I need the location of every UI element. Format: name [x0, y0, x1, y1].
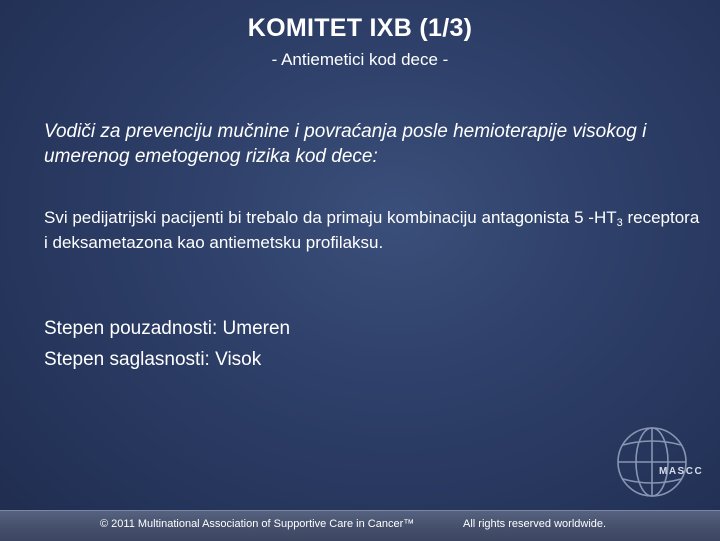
mascc-logo-text: MASCC	[659, 466, 704, 477]
footer-rights: All rights reserved worldwide.	[463, 518, 607, 530]
slide-title: KOMITET IXB (1/3)	[247, 14, 473, 42]
slide-subtitle: - Antiemetici kod dece -	[271, 50, 449, 69]
recommendation-text	[44, 205, 704, 255]
ratings-block	[44, 313, 290, 375]
agreement-rating: Stepen saglasnosti: Visok	[44, 349, 262, 370]
recommendation-part2: receptora i deksametazona kao antiemetsku profilaksu.	[44, 208, 700, 252]
intro-text: Vodiči za prevenciju mučnine i povraćanja posle hemioterapije visokog i umerenog emetogenog rizika kod dece:	[44, 121, 647, 167]
recommendation-part1: Svi pedijatrijski pacijenti bi trebalo da primaju kombinaciju antagonista 5 -HT	[44, 208, 617, 227]
footer-copyright: © 2011 Multinational Association of Supportive Care in Cancer™	[100, 518, 415, 530]
recommendation-subscript: 3	[616, 217, 623, 229]
reliability-rating: Stepen pouzadnosti: Umeren	[44, 318, 291, 339]
globe-icon	[612, 412, 720, 504]
